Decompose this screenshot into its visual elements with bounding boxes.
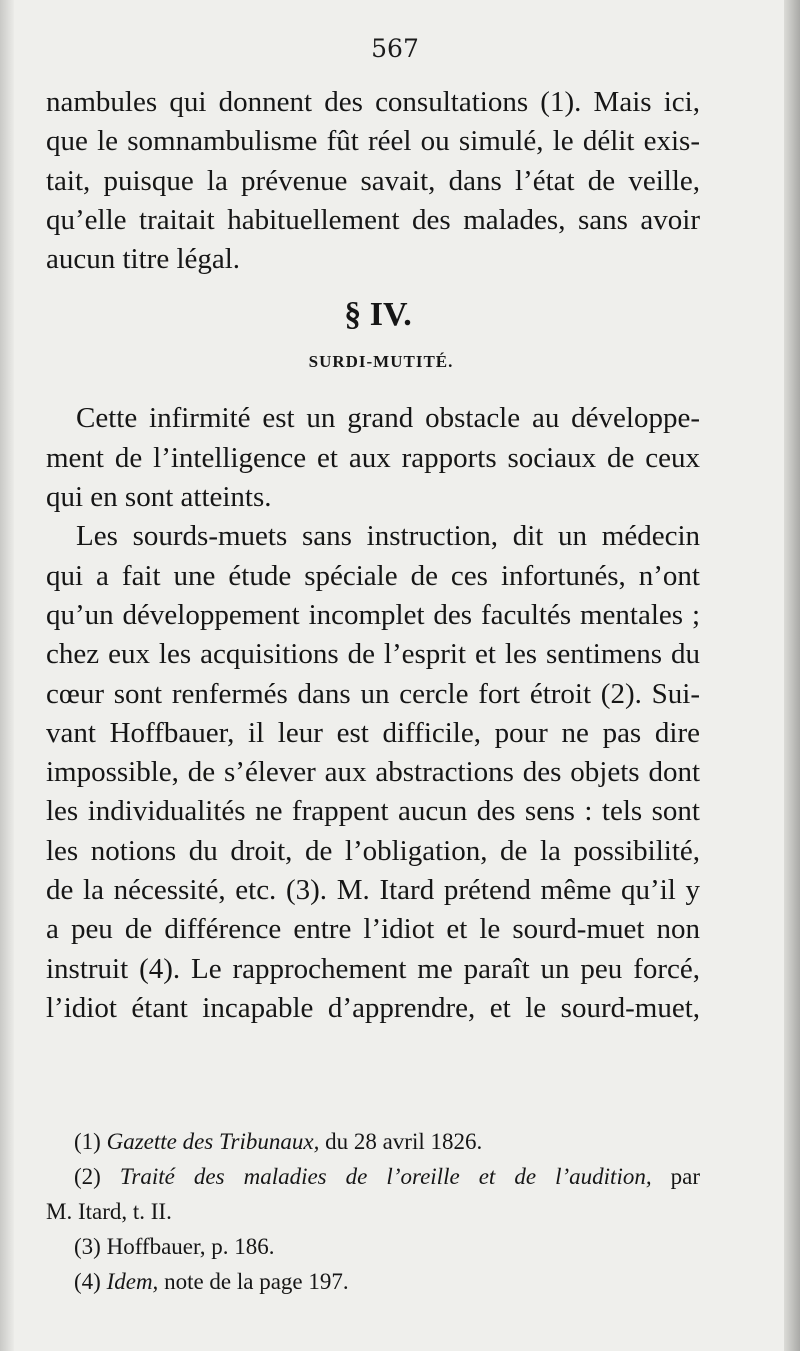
footnote-2 <box>46 1159 700 1194</box>
footnotes <box>46 1124 700 1299</box>
footnote-3 <box>46 1229 700 1264</box>
page-right-edge <box>784 0 800 1351</box>
text-line: Les sourds-muets sans instruction, dit un médecin <box>76 520 700 553</box>
text-line: qu’elle traitait habituellement des malades, sans avoir <box>46 203 700 236</box>
text-line: ment de l’intelligence et aux rapports sociaux de ceux <box>46 441 700 474</box>
text-line: que le somnambulisme fût réel ou simulé, le délit exis- <box>46 125 700 158</box>
body-text <box>46 83 700 1028</box>
text-line: tait, puisque la prévenue savait, dans l’état de veille, <box>46 164 700 197</box>
text-line: Cette infirmité est un grand obstacle au développe- <box>76 402 700 435</box>
footnote-title: Traité des maladies de l’oreille et de l’audition, <box>119 1164 652 1189</box>
footnote-title: Idem, <box>106 1269 159 1294</box>
text-line: les notions du droit, de l’obligation, de la possibilité, <box>46 834 700 867</box>
text-line: aucun titre légal. <box>46 243 241 276</box>
footnote-mark: (3) <box>74 1234 101 1259</box>
footnote-text: note de la page 197. <box>158 1269 349 1294</box>
footnote-mark: (4) <box>74 1269 101 1294</box>
footnote-text: du 28 avril 1826. <box>319 1129 483 1154</box>
text-line: nambules qui donnent des consultations (1). Mais ici, <box>46 86 700 118</box>
footnote-text: par <box>651 1164 701 1189</box>
footnote-2-continuation: M. Itard, t. II. <box>46 1199 172 1224</box>
text-line: a peu de différence entre l’idiot et le sourd-muet non <box>46 913 700 946</box>
footnote-mark: (1) <box>74 1129 101 1154</box>
text-line: vant Hoffbauer, il leur est difficile, pour ne pas dire <box>46 716 700 749</box>
section-heading: § IV. <box>344 296 412 334</box>
footnote-mark: (2) <box>74 1164 101 1189</box>
text-line: qui en sont atteints. <box>46 481 272 514</box>
text-line: instruit (4). Le rapprochement me paraît un peu forcé, <box>46 952 700 985</box>
footnote-4 <box>46 1264 700 1299</box>
text-line: les individualités ne frappent aucun des sens : tels sont <box>46 795 700 828</box>
page-number: 567 <box>371 34 419 63</box>
text-line: qui a fait une étude spéciale de ces infortunés, n’ont <box>46 559 700 592</box>
text-line: cœur sont renfermés dans un cercle fort étroit (2). Sui- <box>46 677 700 710</box>
text-line: de la nécessité, etc. (3). M. Itard prétend même qu’il y <box>46 874 700 907</box>
footnote-text: Hoffbauer, p. 186. <box>100 1234 275 1259</box>
text-line: qu’un développement incomplet des facultés mentales ; <box>46 598 700 631</box>
text-line: l’idiot étant incapable d’apprendre, et le sourd-muet, <box>46 991 700 1024</box>
footnote-title: Gazette des Tribunaux, <box>106 1129 320 1154</box>
text-line: impossible, de s’élever aux abstractions des objets dont <box>46 756 700 789</box>
section-title: SURDI-MUTITÉ. <box>308 352 454 372</box>
footnote-1 <box>46 1124 700 1159</box>
text-line: chez eux les acquisitions de l’esprit et les sentimens du <box>46 638 700 671</box>
page-left-edge <box>0 0 14 1351</box>
